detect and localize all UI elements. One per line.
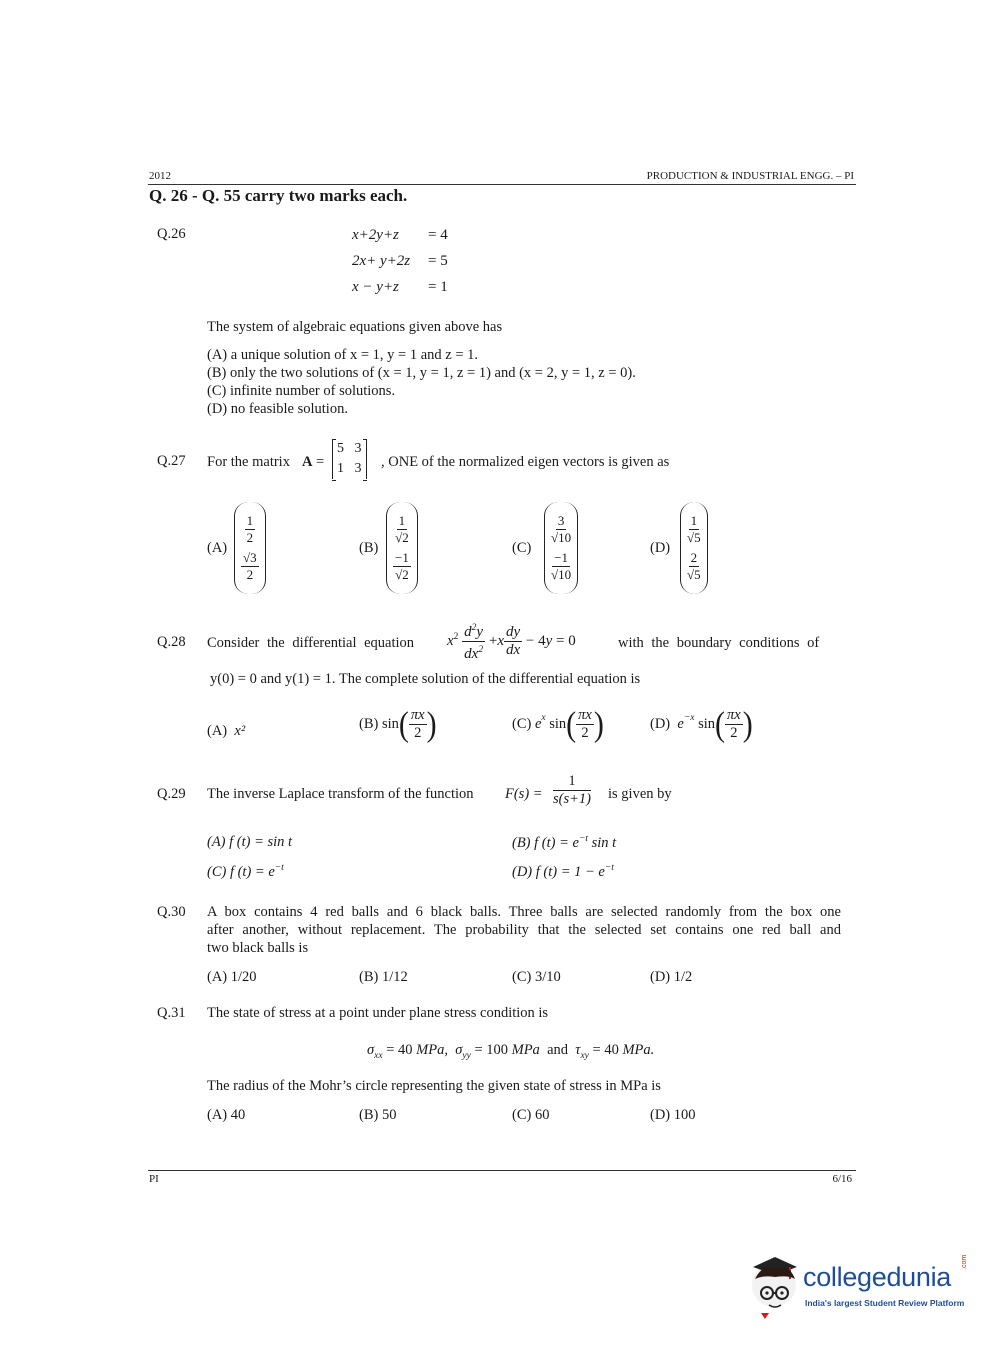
vec-den: √10 <box>551 530 572 545</box>
vec-num: 1 <box>690 513 698 528</box>
subscript: yy <box>462 1050 471 1061</box>
q31-option-c: (C) 60 <box>512 1107 550 1123</box>
option-text: (D) f (t) = 1 − e <box>512 863 605 880</box>
q26-option-c: (C) infinite number of solutions. <box>207 383 396 399</box>
q28-equation: $x^2$ $\frac{d^2y}{dx^2}$ +x $\frac{dy}{dx}$ − 4y = 0 <box>447 620 576 663</box>
vec-den: √5 <box>687 530 701 545</box>
q26-eq1-lhs: x+2y+z <box>352 227 399 243</box>
vec-num: 1 <box>398 513 406 528</box>
q29-stem-pre: The inverse Laplace transform of the function <box>207 786 474 802</box>
q28-line2: y(0) = 0 and y(1) = 1. The complete solution of the differential equation is <box>210 671 641 687</box>
frac-num: πx <box>578 707 592 723</box>
q30-option-c: (C) 3/10 <box>512 969 561 985</box>
sin-text: sin <box>549 716 567 732</box>
q31-option-b: (B) 50 <box>359 1107 397 1123</box>
q27-option-b-vector <box>386 502 418 594</box>
matrix-cell: 1 <box>337 461 344 476</box>
sigma-symbol: σ <box>367 1042 375 1058</box>
vec-den: √2 <box>395 530 409 545</box>
q27-stem-pre: For the matrix <box>207 454 290 470</box>
q27-option-d-vector <box>680 502 708 594</box>
q30-number: Q.30 <box>157 904 186 920</box>
footer-page: 6/16 <box>832 1173 852 1185</box>
q28-option-c: (C) e $^x$ sin ( $\frac{\pi x}{2}$ ) <box>512 704 604 743</box>
subscript: xx <box>374 1050 383 1061</box>
frac-den: 2 <box>730 725 738 741</box>
q28-number: Q.28 <box>157 634 186 650</box>
frac-num: πx <box>727 707 741 723</box>
q29-number: Q.29 <box>157 786 186 802</box>
sin-text: sin <box>698 716 716 732</box>
q30-option-d: (D) 1/2 <box>650 969 693 985</box>
q30-option-b: (B) 1/12 <box>359 969 408 985</box>
vec-num: −1 <box>395 550 409 565</box>
q31-option-d: (D) 100 <box>650 1107 696 1123</box>
vec-num: 1 <box>246 513 254 528</box>
vec-den: √10 <box>551 567 572 582</box>
vec-den: √5 <box>687 567 701 582</box>
exp-power: −t <box>578 834 589 844</box>
q28-stem-pre: Consider the differential equation <box>207 635 415 651</box>
exp-power: −x <box>683 712 695 723</box>
header-year: 2012 <box>149 170 171 182</box>
option-label: (D) <box>650 715 671 732</box>
and-text: and <box>547 1042 568 1058</box>
q28-option-a <box>207 723 245 740</box>
option-text: (C) f (t) = e <box>207 863 275 880</box>
q30-line3: two black balls is <box>207 940 309 956</box>
q29-option-c <box>207 863 284 881</box>
q29-func: F(s) = <box>505 786 543 802</box>
frac-num: 1 <box>553 773 591 791</box>
tau-symbol: τ <box>575 1042 581 1058</box>
brand-dotcom: .com <box>961 1254 968 1270</box>
unit: MPa <box>511 1042 540 1058</box>
value: = 40 <box>588 1042 623 1058</box>
q27-matrix-name: A <box>302 454 313 470</box>
q30-line1: A box contains 4 red balls and 6 black balls. Three balls are selected randomly from the box one <box>207 904 841 920</box>
vec-den: 2 <box>246 530 254 545</box>
q26-eq3-rhs: = 1 <box>428 279 448 295</box>
vec-num: −1 <box>554 550 568 565</box>
q26-eq2-lhs: 2x+ y+2z <box>352 253 411 269</box>
vec-num: 3 <box>557 513 565 528</box>
option-text: (B) f (t) = e <box>512 834 579 851</box>
q26-option-b: (B) only the two solutions of (x = 1, y = 1, z = 1) and (x = 2, y = 1, z = 0). <box>207 365 636 381</box>
matrix-cell: 3 <box>354 461 362 476</box>
unit: MPa, <box>416 1042 448 1058</box>
vec-num: √3 <box>243 550 257 565</box>
q27-option-d-label: (D) <box>650 540 671 556</box>
q29-stem-post: is given by <box>608 786 672 802</box>
unit: MPa. <box>622 1042 655 1058</box>
q26-eq2-rhs: = 5 <box>428 253 448 269</box>
q26-eq3-lhs: x − y+z <box>352 279 399 295</box>
frac-den: s(s+1) <box>553 791 591 807</box>
option-label: (B) <box>359 715 379 732</box>
option-expr: x² <box>234 723 246 739</box>
exp-power: −t <box>604 863 614 873</box>
q31-option-a: (A) 40 <box>207 1107 246 1123</box>
q29-option-b <box>512 834 616 852</box>
q26-eq1-rhs: = 4 <box>428 227 448 243</box>
q26-option-a: (A) a unique solution of x = 1, y = 1 and z = 1. <box>207 347 478 363</box>
q27-option-a-vector <box>234 502 266 594</box>
footer-rule <box>148 1170 856 1171</box>
vec-num: 2 <box>690 550 698 565</box>
q27-option-c-vector <box>544 502 578 594</box>
frac-den: 2 <box>581 725 589 741</box>
sin-text: sin <box>381 716 399 732</box>
q27-equals: = <box>316 454 325 470</box>
q26-stem: The system of algebraic equations given above has <box>207 319 503 335</box>
q27-option-b-label: (B) <box>359 540 379 556</box>
value: = 40 <box>382 1042 417 1058</box>
header-rule <box>148 184 856 185</box>
matrix-cell: 3 <box>354 441 362 456</box>
q27-matrix <box>332 439 367 479</box>
footer-left: PI <box>149 1173 159 1185</box>
section-title: Q. 26 - Q. 55 carry two marks each. <box>149 186 408 205</box>
q31-stress-line <box>367 1042 654 1061</box>
q28-option-d: (D) e $^{-x}$ sin ( $\frac{\pi x}{2}$ ) <box>650 704 753 743</box>
q27-stem-post: , ONE of the normalized eigen vectors is given as <box>381 454 670 470</box>
frac-num: πx <box>410 707 425 723</box>
q26-number: Q.26 <box>157 226 186 242</box>
exp-base: e <box>534 716 542 732</box>
q28-stem-post: with the boundary conditions of <box>618 635 820 651</box>
q30-option-a: (A) 1/20 <box>207 969 257 985</box>
q28-option-b: (B) sin ( $\frac{\pi x}{2}$ ) <box>359 704 437 743</box>
matrix-cell: 5 <box>337 441 344 456</box>
option-tail: sin t <box>588 834 617 851</box>
q30-line2: after another, without replacement. The probability that the selected set contains one red ball and <box>207 922 841 938</box>
q29-fraction <box>553 773 591 808</box>
exp-power: x <box>541 712 546 723</box>
q27-option-c-label: (C) <box>512 540 532 556</box>
collegedunia-mascot-icon <box>745 1255 803 1313</box>
subscript: xy <box>580 1050 589 1061</box>
exp-power: −t <box>274 863 284 873</box>
option-label: (C) <box>512 715 532 732</box>
q27-number: Q.27 <box>157 453 186 469</box>
option-label: (A) <box>207 723 228 739</box>
exp-base: e <box>677 716 684 732</box>
sigma-symbol: σ <box>455 1042 463 1058</box>
header-paper: PRODUCTION & INDUSTRIAL ENGG. – PI <box>646 170 854 182</box>
brand-name: collegedunia <box>803 1262 952 1292</box>
frac-den: 2 <box>414 725 422 741</box>
q29-option-d <box>512 863 614 881</box>
q29-option-a: (A) f (t) = sin t <box>207 834 293 850</box>
q31-stem: The state of stress at a point under plane stress condition is <box>207 1005 549 1021</box>
vec-den: √2 <box>395 567 409 582</box>
q26-option-d: (D) no feasible solution. <box>207 401 348 417</box>
vec-den: 2 <box>246 567 254 582</box>
value: = 100 <box>470 1042 512 1058</box>
q27-option-a-label: (A) <box>207 540 228 556</box>
brand-tagline: India's largest Student Review Platform <box>805 1298 965 1308</box>
q31-stem2: The radius of the Mohr’s circle representing the given state of stress in MPa is <box>207 1078 661 1094</box>
q31-number: Q.31 <box>157 1005 186 1021</box>
